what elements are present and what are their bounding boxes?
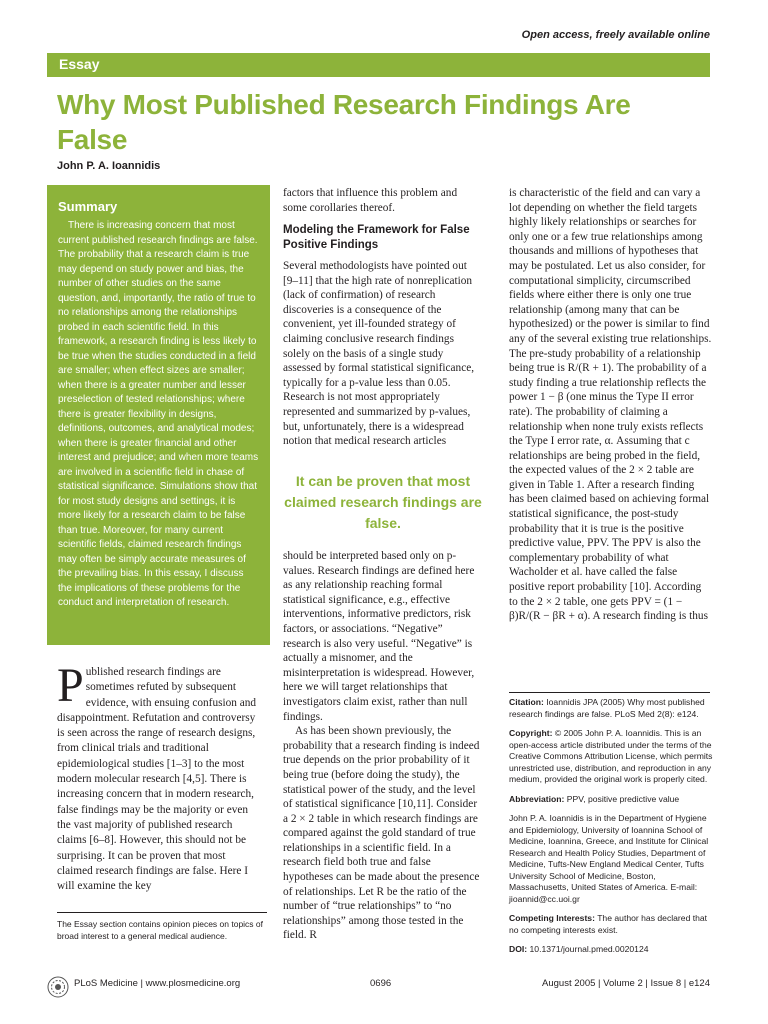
citation-label: Citation: [509,697,544,707]
summary-box [47,185,270,645]
column2-text-top: factors that influence this problem and some corollaries thereof. [283,187,458,214]
section-heading: Modeling the Framework for False Positive Findings [283,224,470,251]
intro-text: ublished research findings are sometimes refuted by subsequent evidence, with ensuing confusion and disappointment. Refutation and controversy is seen across the range of research designs, from clinical trials and traditional epidemiological studies [1–3] to the most modern molecular research [4,5]. There is increasing concern that in modern research, false findings may be the majority or even the vast majority of published research claims [6–8]. However, this should not be surprising. It can be proven that most claimed research findings are false. Here I will examine the key [57,666,257,893]
essay-note: The Essay section contains opinion pieces on topics of broad interest to a general medical audience. [57,919,264,941]
article-title: Why Most Published Research Findings Are False [57,89,631,155]
abbreviation-label: Abbreviation: [509,793,565,804]
page-number: 0696 [370,978,392,989]
author-name: John P. A. Ioannidis [57,160,161,172]
open-access-notice: Open access, freely available online [521,29,710,41]
doi-text: 10.1371/journal.pmed.0020124 [529,944,649,954]
doi-label: DOI: [509,944,528,954]
section-label: Essay [59,56,100,72]
column2-para2-text: should be interpreted based only on p-values. Research findings are defined here as any relationship reaching formal statistical significance, e.g., effective interventions, informative predictors, risk factors, or associations. “Negative” research is also very useful. “Negative” is actually a misnomer, and the misinterpretation is widespread. However, here we will target relationships that investigators claim exist, rather than null findings. [283,550,475,723]
competing-interests [509,913,713,936]
column2-paragraph: Several methodologists have pointed out [9–11] that the high rate of nonreplication (lack of confirmation) of research discoveries is a consequence of the convenient, yet ill-founded strategy of claiming conclusive research findings solely on the basis of a single study assessed by formal statistical significance, typically for a p-value less than 0.05. Research is not most appropriately represented and summarized by p-values, but, unfortunately, there is a widespread notion that medical research articles [283,260,475,448]
author-affiliation: John P. A. Ioannidis is in the Department of Hygiene and Epidemiology, University of Ioannina School of Medicine, Ioannina, Greece, and Institute for Clinical Research and Health Policy Studies, Department of Medicine, Tufts-New England Medical Center, Tufts University School of Medicine, Boston, Massachusetts, United States of America. E-mail: jioannid@cc.uoi.gr [509,813,709,904]
divider [57,912,267,913]
copyright-label: Copyright: [509,728,553,738]
footer-journal: PLoS Medicine | www.plosmedicine.org [74,978,241,989]
competing-label: Competing Interests: [509,913,595,923]
drop-cap: P [57,659,84,712]
citation [509,697,713,720]
citation-text: Ioannidis JPA (2005) Why most published research findings are false. PLoS Med 2(8): e124. [509,697,705,719]
section-bar [47,53,710,77]
summary-heading: Summary [58,199,118,214]
copyright-text: © 2005 John P. A. Ioannidis. This is an open-access article distributed under the terms of the Creative Commons Attribution License, which permits unrestricted use, distribution, and reproduction in any medium, provided the original work is properly cited. [509,728,713,784]
doi [509,944,713,956]
footer-issue: August 2005 | Volume 2 | Issue 8 | e124 [542,978,710,989]
column3-paragraph: is characteristic of the field and can vary a lot depending on whether the field targets highly likely relationships or searches for only one or a few true relationships among thousands and millions of hypotheses that may be postulated. Let us also consider, for computational simplicity, circumscribed fields where either there is only one true relationship (among many that can be hypothesized) or the power is similar to find any of the several existing true relationships. The pre-study probability of a relationship being true is R/(R + 1). The probability of a study finding a true relationship reflects the power 1 − β (one minus the Type II error rate). The probability of claiming a relationship when none truly exists reflects the Type I error rate, α. Assuming that c relationships are being probed in the field, the expected values of the 2 × 2 table are given in Table 1. After a research finding has been claimed based on achieving formal statistical significance, the post-study probability that it is true is the positive predictive value, PPV. The PPV is also the complementary probability of what Wacholder et al. have called the false positive report probability [10]. According to the 2 × 2 table, one gets PPV = (1 − β)R/(R − βR + α). A research finding is thus [509,187,712,623]
abbreviation [509,794,713,806]
competing-text: The author has declared that no competing interests exist. [509,913,708,935]
article-info-sidebar [509,697,713,964]
column2-para3-text: As has been shown previously, the probability that a research finding is indeed true depends on the prior probability of it being true (before doing the study), the statistical power of the study, and the level of statistical significance [10,11]. Consider a 2 × 2 table in which research findings are compared against the gold standard of true relationships in a scientific field. In a research field both true and false hypotheses can be made about the presence of relationships. Let R be the ratio of the number of “true relationships” to “no relationships” among those tested in the field. R [283,725,480,942]
abbreviation-text: PPV, positive predictive value [566,793,680,804]
copyright [509,728,713,786]
divider [509,692,710,693]
intro-paragraph [57,659,262,894]
plos-logo-icon [47,976,69,998]
summary-text: There is increasing concern that most current published research findings are false. The probability that a research claim is true may depend on study power and bias, the number of other studies on the same question, and, importantly, the ratio of true to no relationships among the relationships probed in each scientific field. In this framework, a research finding is less likely to be true when the studies conducted in a field are smaller; when effect sizes are smaller; when there is a greater number and lesser preselection of tested relationships; where there is greater flexibility in designs, definitions, outcomes, and analytical modes; when there is greater financial and other interest and prejudice; and when more teams are involved in a scientific field in chase of statistical significance. Simulations show that for most study designs and settings, it is more likely for a research claim to be false than true. Moreover, for many current scientific fields, claimed research findings may often be simply accurate measures of the prevailing bias. In this essay, I discuss the implications of these problems for the conduct and interpretation of research. [58,220,259,608]
column2-paragraph-2 [283,549,483,943]
pull-quote: It can be proven that most claimed research findings are false. [284,473,482,531]
